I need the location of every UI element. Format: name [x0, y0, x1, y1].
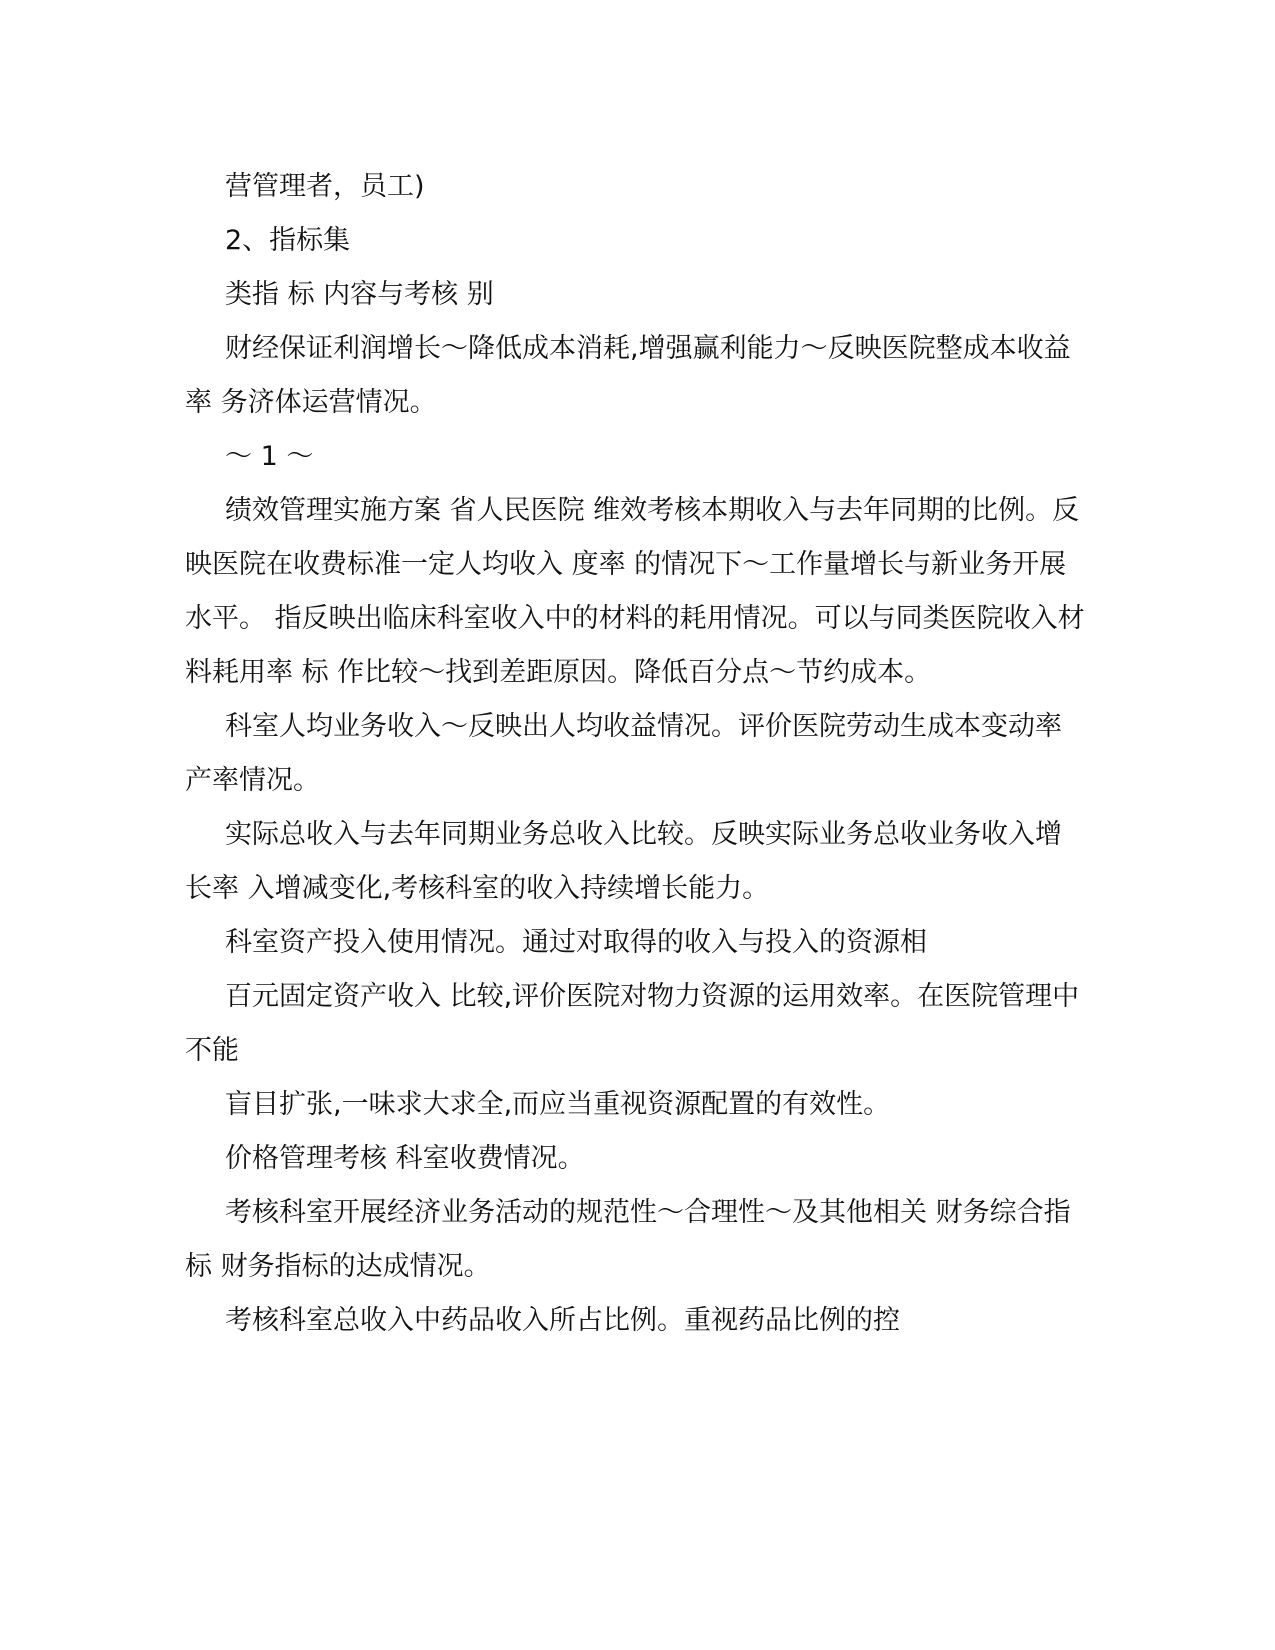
paragraph-financial-indicators: 考核科室开展经济业务活动的规范性～合理性～及其他相关 财务综合指标 财务指标的达成情况。	[185, 1197, 1071, 1282]
paragraph-asset-usage: 科室资产投入使用情况。通过对取得的收入与投入的资源相	[225, 927, 927, 958]
paragraph-per-capita-income: 科室人均业务收入～反映出人均收益情况。评价医院劳动生成本变动率 产率情况。	[185, 711, 1062, 796]
paragraph-drug-ratio: 考核科室总收入中药品收入所占比例。重视药品比例的控	[225, 1305, 900, 1336]
table-header-row: 类指 标 内容与考核 别	[225, 279, 494, 310]
paragraph-fixed-asset-income: 百元固定资产收入 比较,评价医院对物力资源的运用效率。在医院管理中不能	[185, 981, 1080, 1066]
paragraph-resource-allocation: 盲目扩张,一味求大求全,而应当重视资源配置的有效性。	[225, 1089, 891, 1120]
page-number: ～ 1 ～	[225, 441, 314, 472]
paragraph-continuation: 营管理者，员工)	[225, 171, 425, 202]
paragraph-income-growth: 实际总收入与去年同期业务总收入比较。反映实际业务总收业务收入增长率 入增减变化,考核科室的收入持续增长能力。	[185, 819, 1062, 904]
document-body	[185, 160, 1085, 1348]
section-heading-indicator-set: 2、指标集	[225, 225, 351, 256]
paragraph-price-management: 价格管理考核 科室收费情况。	[225, 1143, 585, 1174]
paragraph-performance-plan: 绩效管理实施方案 省人民医院 维效考核本期收入与去年同期的比例。反映医院在收费标准一定人均收入 度率 的情况下～工作量增长与新业务开展水平。 指反映出临床科室收入中的材料的耗用情况。可以与同类医院收入材料耗用率 标 作比较～找到差距原因。降低百分点～节约成本。	[185, 495, 1085, 688]
paragraph-finance: 财经保证利润增长～降低成本消耗,增强赢利能力～反映医院整成本收益率 务济体运营情况。	[185, 333, 1071, 418]
